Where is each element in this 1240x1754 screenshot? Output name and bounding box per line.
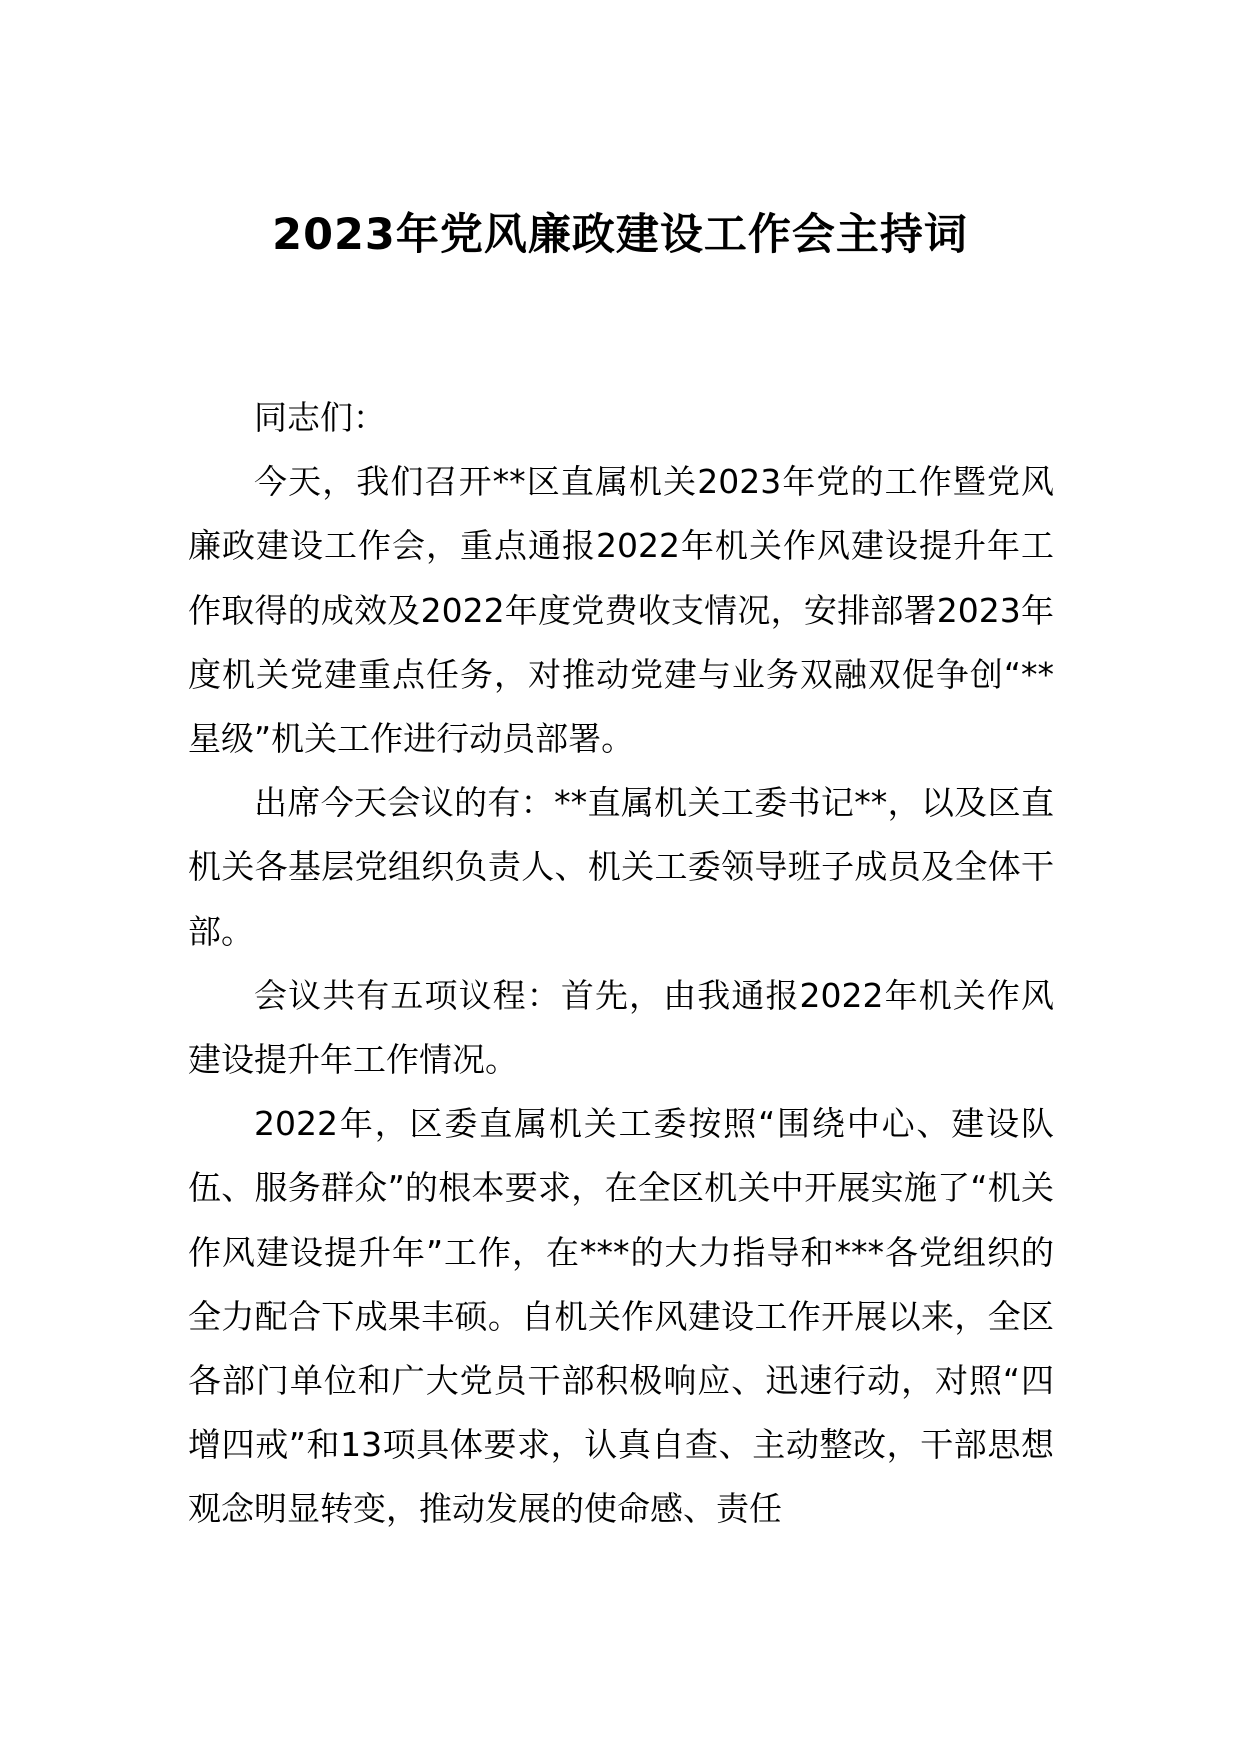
agenda-paragraph: 会议共有五项议程：首先，由我通报2022年机关作风建设提升年工作情况。	[188, 975, 1054, 1080]
opening-paragraph: 今天，我们召开**区直属机关2023年党的工作暨党风廉政建设工作会，重点通报2022年机关作风建设提升年工作取得的成效及2022年度党费收支情况，安排部署2023年度机关党建重点任务，对推动党建与业务双融双促争创“**星级”机关工作进行动员部署。	[188, 462, 1054, 759]
document-body	[188, 386, 1054, 1542]
salutation-paragraph: 同志们：	[254, 398, 386, 437]
document-title: 2023年党风廉政建设工作会主持词	[272, 210, 968, 260]
attendees-paragraph: 出席今天会议的有：**直属机关工委书记**，以及区直机关各基层党组织负责人、机关工委领导班子成员及全体干部。	[188, 783, 1054, 951]
report-paragraph: 2022年，区委直属机关工委按照“围绕中心、建设队伍、服务群众”的根本要求，在全区机关中开展实施了“机关作风建设提升年”工作，在***的大力指导和***各党组织的全力配合下成果丰硕。自机关作风建设工作开展以来，全区各部门单位和广大党员干部积极响应、迅速行动，对照“四增四戒”和13项具体要求，认真自查、主动整改，干部思想观念明显转变，推动发展的使命感、责任	[188, 1104, 1054, 1529]
